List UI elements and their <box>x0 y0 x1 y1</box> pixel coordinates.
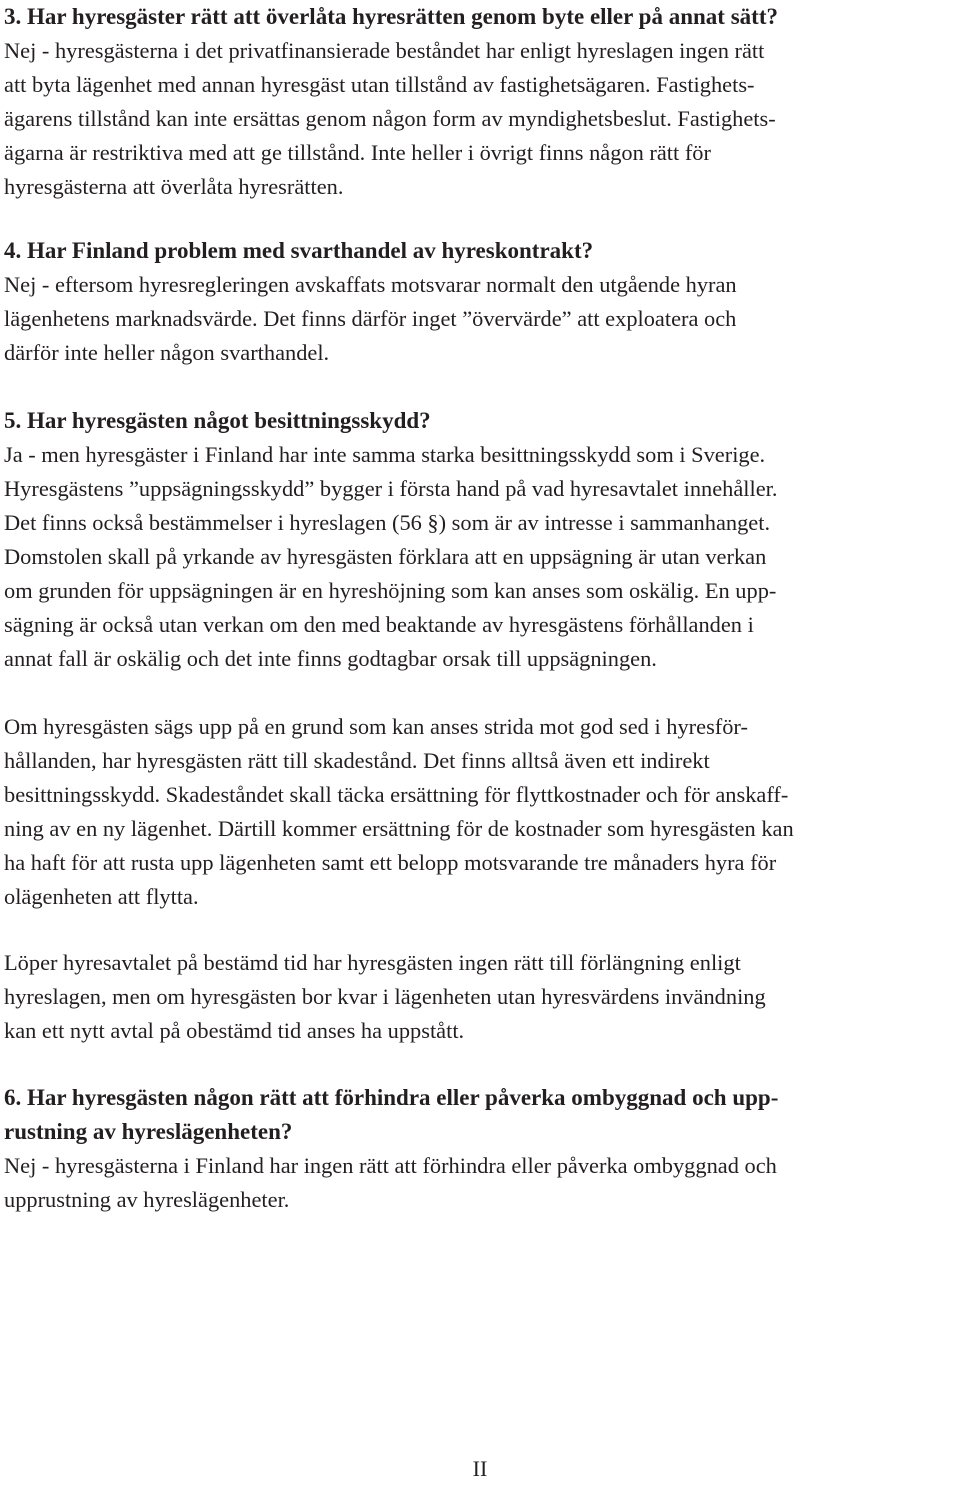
section-4 <box>4 234 737 370</box>
text-line: Nej - hyresgästerna i Finland har ingen rätt att förhindra eller påverka ombyggnad och <box>4 1153 777 1178</box>
text-line: upprustning av hyreslägenheter. <box>4 1187 290 1212</box>
paragraph <box>4 34 778 204</box>
text-line: kan ett nytt avtal på obestämd tid anses ha uppstått. <box>4 1018 465 1043</box>
text-line: Om hyresgästen sägs upp på en grund som kan anses strida mot god sed i hyresför- <box>4 714 748 739</box>
text-line: hållanden, har hyresgästen rätt till skadestånd. Det finns alltså även ett indirekt <box>4 748 710 773</box>
text-line: olägenheten att flytta. <box>4 884 199 909</box>
text-line: därför inte heller någon svarthandel. <box>4 340 330 365</box>
section-6 <box>4 1081 778 1217</box>
heading-line: rustning av hyreslägenheten? <box>4 1119 293 1144</box>
paragraph <box>4 438 778 676</box>
text-line: annat fall är oskälig och det inte finns godtagbar orsak till uppsägningen. <box>4 646 657 671</box>
paragraph <box>4 268 737 370</box>
text-line: ägarna är restriktiva med att ge tillstånd. Inte heller i övrigt finns någon rätt för <box>4 140 711 165</box>
text-line: hyresgästerna att överlåta hyresrätten. <box>4 174 344 199</box>
paragraph <box>4 1149 778 1217</box>
section-heading: 4. Har Finland problem med svarthandel av hyreskontrakt? <box>4 238 594 263</box>
text-line: besittningsskydd. Skadeståndet skall täcka ersättning för flyttkostnader och för anskaff- <box>4 782 789 807</box>
text-line: Nej - eftersom hyresregleringen avskaffats motsvarar normalt den utgående hyran <box>4 272 737 297</box>
text-line: Domstolen skall på yrkande av hyresgästen förklara att en uppsägning är utan verkan <box>4 544 767 569</box>
text-line: Löper hyresavtalet på bestämd tid har hyresgästen ingen rätt till förlängning enligt <box>4 950 741 975</box>
paragraph <box>4 710 794 914</box>
section-heading: 3. Har hyresgäster rätt att överlåta hyresrätten genom byte eller på annat sätt? <box>4 4 778 29</box>
text-line: Nej - hyresgästerna i det privatfinansierade beståndet har enligt hyreslagen ingen rätt <box>4 38 765 63</box>
text-line: Det finns också bestämmelser i hyreslagen (56 §) som är av intresse i sammanhanget. <box>4 510 771 535</box>
text-line: Hyresgästens ”uppsägningsskydd” bygger i första hand på vad hyresavtalet innehåller. <box>4 476 778 501</box>
text-line: lägenhetens marknadsvärde. Det finns därför inget ”övervärde” att exploatera och <box>4 306 737 331</box>
text-line: sägning är också utan verkan om den med beaktande av hyresgästens förhållanden i <box>4 612 754 637</box>
section-heading <box>4 1081 778 1149</box>
text-line: om grunden för uppsägningen är en hyreshöjning som kan anses som oskälig. En upp- <box>4 578 777 603</box>
paragraph <box>4 946 766 1048</box>
section-heading: 5. Har hyresgästen något besittningsskydd? <box>4 408 431 433</box>
text-line: ha haft för att rusta upp lägenheten samt ett belopp motsvarande tre månaders hyra för <box>4 850 777 875</box>
text-line: att byta lägenhet med annan hyresgäst utan tillstånd av fastighetsägaren. Fastighets- <box>4 72 755 97</box>
section-5 <box>4 404 778 676</box>
page-number: II <box>472 1456 488 1481</box>
section-3 <box>4 0 778 204</box>
text-line: Ja - men hyresgäster i Finland har inte samma starka besittningsskydd som i Sverige. <box>4 442 766 467</box>
text-line: ägarens tillstånd kan inte ersättas genom någon form av myndighetsbeslut. Fastighets- <box>4 106 776 131</box>
heading-line: 6. Har hyresgästen någon rätt att förhindra eller påverka ombyggnad och upp- <box>4 1085 779 1110</box>
text-line: hyreslagen, men om hyresgästen bor kvar i lägenheten utan hyresvärdens invändning <box>4 984 766 1009</box>
text-line: ning av en ny lägenhet. Därtill kommer ersättning för de kostnader som hyresgästen kan <box>4 816 794 841</box>
